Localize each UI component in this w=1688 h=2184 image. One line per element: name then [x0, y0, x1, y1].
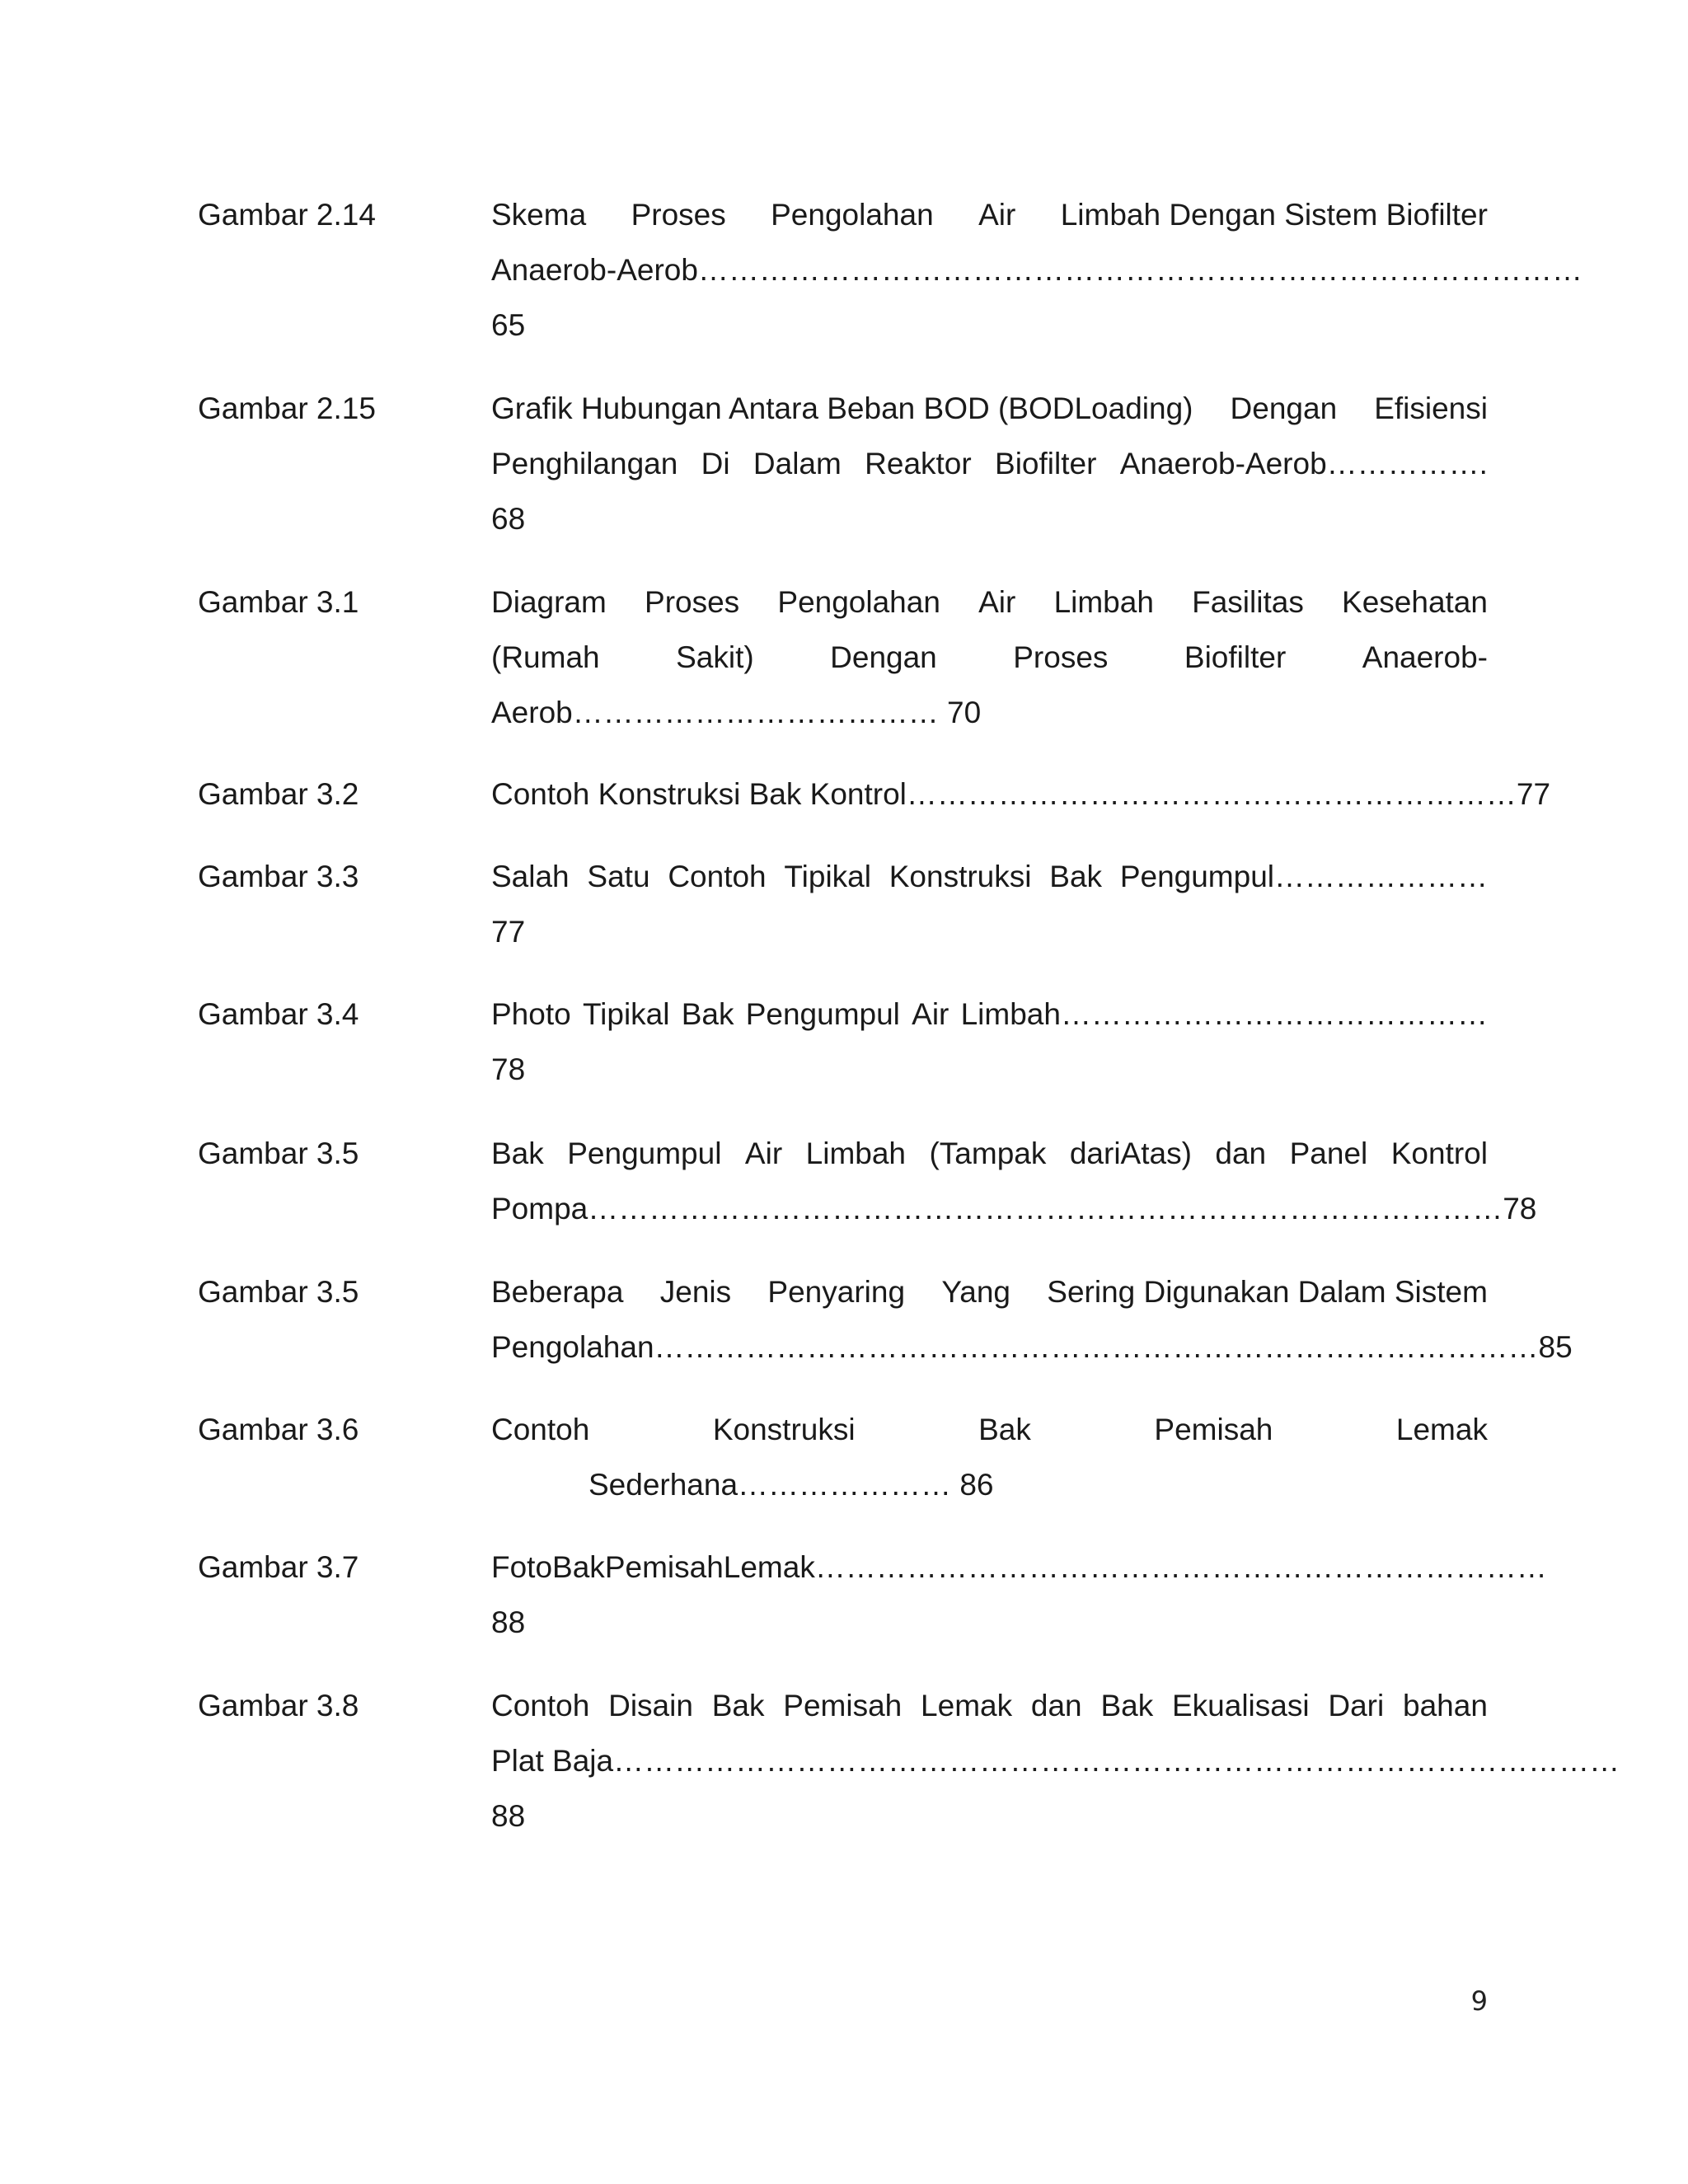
figure-label: Gambar 3.6 [198, 1413, 359, 1446]
description-word: Kontrol [1390, 1137, 1488, 1170]
figure-description [491, 766, 1551, 822]
figure-label: Gambar 2.15 [198, 391, 376, 425]
description-word: Proses [631, 198, 726, 232]
description-word: Pengolahan [771, 198, 934, 232]
description-word: Bak [681, 997, 734, 1031]
description-word: Bak [552, 1550, 605, 1584]
figure-label: Gambar 3.7 [198, 1550, 359, 1584]
description-word: Anaerob- [1362, 640, 1488, 674]
description-word: bahan [1403, 1689, 1488, 1722]
description-word: Bak [711, 1689, 765, 1722]
description-word: Pengumpul………………… [1119, 860, 1488, 893]
description-word: Pengumpul [745, 997, 900, 1031]
description-word: Diagram [491, 585, 607, 619]
description-word: Contoh [491, 1413, 590, 1446]
figure-description [491, 1678, 1620, 1844]
description-word: dan [1030, 1689, 1082, 1722]
figure-description [491, 1264, 1573, 1375]
figure-label: Gambar 3.8 [198, 1689, 359, 1722]
description-word: Contoh [491, 1689, 590, 1722]
description-word: Contoh [668, 860, 767, 893]
description-word: Sering Digunakan Dalam Sistem [1047, 1275, 1488, 1309]
description-word: Pemisah [604, 1550, 724, 1584]
description-word: Bak [491, 1137, 544, 1170]
description-word: Biofilter [995, 447, 1097, 480]
description-word: Fasilitas [1192, 585, 1304, 619]
description-line: 65 [491, 308, 526, 342]
figure-label: Gambar 3.1 [198, 585, 359, 619]
figure-description [491, 987, 1488, 1097]
description-word: Foto [491, 1550, 553, 1584]
description-line [491, 1181, 1537, 1236]
description-line: Plat Baja……………………………………………………………………………………… [491, 1744, 1620, 1778]
description-word: Penyaring [767, 1275, 906, 1309]
page-number: 9 [1470, 1985, 1488, 2017]
figure-description [491, 381, 1488, 546]
figure-description [491, 849, 1488, 959]
description-line: Anaerob-Aerob…………………………………………………………………………… [491, 253, 1582, 287]
description-line [491, 849, 1488, 904]
figure-label: Gambar 3.2 [198, 777, 359, 811]
description-word: dan [1215, 1137, 1267, 1170]
description-word: Photo [491, 997, 571, 1031]
description-word: Dengan [1230, 391, 1338, 425]
description-line [491, 1319, 1573, 1375]
description-word: Reaktor [865, 447, 972, 480]
description-line: Aerob……………………………… 70 [491, 696, 982, 729]
description-word: Limbah Dengan Sistem Biofilter [1060, 198, 1488, 232]
description-line [491, 766, 1551, 822]
description-word: Biofilter [1184, 640, 1287, 674]
figure-label: Gambar 3.4 [198, 997, 359, 1031]
description-word: Kesehatan [1342, 585, 1488, 619]
description-line: Sederhana………………… 86 [588, 1468, 994, 1502]
description-word: Ekualisasi [1172, 1689, 1310, 1722]
description-word: Air [912, 997, 950, 1031]
description-word: Panel [1289, 1137, 1368, 1170]
description-word: Limbah [1053, 585, 1154, 619]
description-word: Bak [1049, 860, 1103, 893]
description-word: dariAtas) [1069, 1137, 1192, 1170]
description-word: Limbah [805, 1137, 906, 1170]
description-word: Air [978, 198, 1016, 232]
description-word: Air [744, 1137, 783, 1170]
description-word: (Tampak [929, 1137, 1047, 1170]
description-word: Contoh Konstruksi Bak Kontrol…………………………………………………… [491, 777, 1517, 811]
description-line [491, 187, 1488, 242]
description-word: Pemisah [1154, 1413, 1273, 1446]
description-word: Pompa……………………………………………………………………………… [491, 1192, 1503, 1226]
description-line [491, 436, 1488, 491]
description-word: Tipikal [784, 860, 871, 893]
description-word: 78 [1503, 1192, 1537, 1226]
description-word: Dari [1328, 1689, 1385, 1722]
description-word: Air [978, 585, 1016, 619]
description-word: Yang [941, 1275, 1010, 1309]
description-word: Sakit) [676, 640, 754, 674]
description-word: Proses [645, 585, 740, 619]
description-word: Pengolahan…………………………………………………………………………… [491, 1330, 1539, 1364]
description-word: 85 [1538, 1330, 1573, 1364]
description-word: 77 [1516, 777, 1551, 811]
figure-label: Gambar 2.14 [198, 198, 376, 232]
figure-description [491, 1540, 1547, 1650]
description-word: Bak [978, 1413, 1031, 1446]
description-line [491, 630, 1488, 685]
description-word: Anaerob-Aerob……………. [1119, 447, 1488, 480]
description-word: Limbah…………………………………… [960, 997, 1488, 1031]
description-line [491, 1678, 1488, 1733]
figure-description [491, 1402, 1488, 1512]
figure-label: Gambar 3.3 [198, 860, 359, 893]
description-word: Efisiensi [1374, 391, 1488, 425]
description-word: Pemisah [783, 1689, 903, 1722]
figure-label: Gambar 3.5 [198, 1137, 359, 1170]
description-word: Pengumpul [567, 1137, 722, 1170]
description-word: Proses [1013, 640, 1109, 674]
description-line [491, 1540, 1547, 1595]
description-line [491, 1264, 1488, 1319]
description-word: Lemak……………………………………………………………… [723, 1550, 1547, 1584]
description-word: Dalam [753, 447, 842, 480]
description-word: Konstruksi [889, 860, 1032, 893]
description-word: (Rumah [491, 640, 600, 674]
description-word: Penghilangan [491, 447, 678, 480]
description-word: Konstruksi [712, 1413, 856, 1446]
description-word: Beberapa [491, 1275, 624, 1309]
description-line [491, 987, 1488, 1042]
description-line [491, 1126, 1488, 1181]
description-line: 77 [491, 915, 526, 949]
description-line [491, 574, 1488, 630]
description-line [491, 381, 1488, 436]
description-line: 88 [491, 1799, 526, 1833]
description-word: Salah [491, 860, 570, 893]
description-word: Dengan [830, 640, 937, 674]
figure-description [491, 1126, 1537, 1236]
description-line: 88 [491, 1605, 526, 1639]
figure-description [491, 187, 1582, 353]
description-word: Di [701, 447, 730, 480]
description-line: 78 [491, 1052, 526, 1086]
description-word: Satu [587, 860, 650, 893]
description-word: Grafik Hubungan Antara Beban BOD (BODLoading) [491, 391, 1193, 425]
description-word: Tipikal [582, 997, 670, 1031]
description-word: Disain [608, 1689, 693, 1722]
description-word: Skema [491, 198, 587, 232]
description-line [491, 1402, 1488, 1457]
description-word: Pengolahan [777, 585, 940, 619]
description-word: Jenis [659, 1275, 732, 1309]
figure-description [491, 574, 1488, 740]
description-line: 68 [491, 502, 526, 536]
description-word: Lemak [1395, 1413, 1488, 1446]
figure-label: Gambar 3.5 [198, 1275, 359, 1309]
description-word: Lemak [921, 1689, 1013, 1722]
description-word: Bak [1100, 1689, 1154, 1722]
